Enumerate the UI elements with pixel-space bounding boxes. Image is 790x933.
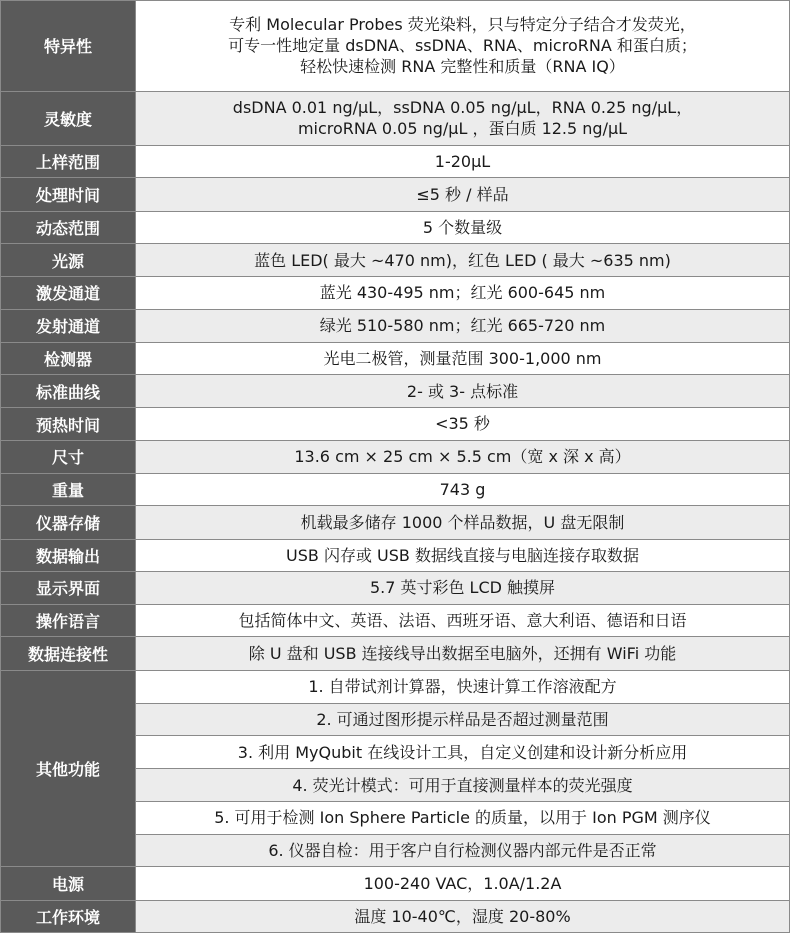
spec-label: 尺寸 [1,440,136,473]
feature-item [136,736,790,769]
spec-label: 数据输出 [1,539,136,571]
table-row [1,440,790,473]
spec-value [136,571,790,604]
spec-value-line: 专利 Molecular Probes 荧光染料，只与特定分子结合才发荧光， [229,15,696,35]
spec-value-line: ≤5 秒 / 样品 [416,185,509,205]
spec-value [136,605,790,637]
spec-value [136,440,790,473]
spec-value [136,375,790,408]
spec-value [136,342,790,374]
spec-value-line: 13.6 cm × 25 cm × 5.5 cm（宽 x 深 x 高） [294,447,631,467]
table-row [1,146,790,178]
table-row [1,91,790,145]
spec-value-line: 5 个数量级 [422,217,503,237]
feature-item-text: 4. 荧光计模式：可用于直接测量样本的荧光强度 [292,775,633,795]
spec-value [136,244,790,277]
spec-value-line: <35 秒 [435,414,490,434]
table-row [1,408,790,440]
spec-value [136,309,790,342]
spec-label: 重量 [1,473,136,505]
table-row [1,277,790,309]
table-row [1,178,790,211]
feature-item-text: 3. 利用 MyQubit 在线设计工具，自定义创建和设计新分析应用 [237,742,688,762]
spec-label: 上样范围 [1,146,136,178]
feature-item [136,670,790,703]
spec-value-line: 可专一性地定量 dsDNA、ssDNA、RNA、microRNA 和蛋白质； [228,36,697,56]
feature-item-text: 6. 仪器自检：用于客户自行检测仪器内部元件是否正常 [268,841,657,861]
spec-value-line: 机载最多储存 1000 个样品数据，U 盘无限制 [300,512,625,532]
spec-value [136,1,790,92]
spec-label: 电源 [1,867,136,900]
table-row [1,244,790,277]
spec-value-line: 蓝光 430-495 nm；红光 600-645 nm [319,283,606,303]
spec-label: 灵敏度 [1,91,136,145]
spec-value [136,91,790,145]
spec-label: 标准曲线 [1,375,136,408]
spec-value-line: 5.7 英寸彩色 LCD 触摸屏 [369,578,556,598]
spec-value [136,408,790,440]
table-row [1,375,790,408]
spec-value-line: 光电二极管，测量范围 300-1,000 nm [323,348,602,368]
spec-value-line: USB 闪存或 USB 数据线直接与电脑连接存取数据 [286,545,639,565]
spec-label: 数据连接性 [1,637,136,670]
table-row [1,211,790,243]
spec-value-line: 包括简体中文、英语、法语、西班牙语、意大利语、德语和日语 [238,611,687,631]
table-row [1,900,790,932]
spec-value [136,146,790,178]
feature-item [136,834,790,866]
spec-value-line: 温度 10-40℃，湿度 20-80% [354,906,571,926]
table-row [1,670,790,703]
spec-value-line: 100-240 VAC，1.0A/1.2A [363,873,562,893]
feature-item [136,801,790,834]
spec-value-line: 轻松快速检测 RNA 完整性和质量（RNA IQ） [300,57,625,77]
spec-value [136,867,790,900]
spec-label: 处理时间 [1,178,136,211]
spec-table-body [1,1,790,933]
spec-value-line: 1-20μL [434,152,491,172]
spec-value-line: 743 g [439,480,486,500]
spec-value [136,178,790,211]
spec-value [136,539,790,571]
table-row [1,309,790,342]
spec-value-line: dsDNA 0.01 ng/μL，ssDNA 0.05 ng/μL，RNA 0.25 ng/μL， [232,98,693,118]
table-row [1,1,790,92]
spec-value [136,277,790,309]
spec-label: 预热时间 [1,408,136,440]
spec-label: 激发通道 [1,277,136,309]
spec-label: 发射通道 [1,309,136,342]
feature-item [136,703,790,735]
spec-value-line: microRNA 0.05 ng/μL ，蛋白质 12.5 ng/μL [297,119,628,139]
spec-value [136,211,790,243]
spec-value-line: 绿光 510-580 nm；红光 665-720 nm [319,316,606,336]
spec-label: 工作环境 [1,900,136,932]
spec-label: 仪器存储 [1,506,136,539]
spec-label: 检测器 [1,342,136,374]
spec-value [136,506,790,539]
table-row [1,473,790,505]
spec-value-line: 蓝色 LED( 最大 ~470 nm)，红色 LED ( 最大 ~635 nm) [254,250,671,270]
spec-label: 其他功能 [1,670,136,867]
spec-label: 动态范围 [1,211,136,243]
table-row [1,605,790,637]
spec-value [136,637,790,670]
spec-value [136,473,790,505]
spec-label: 特异性 [1,1,136,92]
table-row [1,867,790,900]
feature-item-text: 5. 可用于检测 Ion Sphere Particle 的质量，以用于 Ion PGM 测序仪 [214,808,711,828]
table-row [1,571,790,604]
feature-item-text: 1. 自带试剂计算器，快速计算工作溶液配方 [308,677,617,697]
feature-item-text: 2. 可通过图形提示样品是否超过测量范围 [316,709,609,729]
table-row [1,637,790,670]
spec-value-line: 除 U 盘和 USB 连接线导出数据至电脑外，还拥有 WiFi 功能 [248,643,677,663]
table-row [1,506,790,539]
table-row [1,342,790,374]
feature-item [136,769,790,801]
spec-value [136,900,790,932]
spec-label: 操作语言 [1,605,136,637]
table-row [1,539,790,571]
spec-label: 光源 [1,244,136,277]
spec-value-line: 2- 或 3- 点标准 [406,381,519,401]
spec-label: 显示界面 [1,571,136,604]
